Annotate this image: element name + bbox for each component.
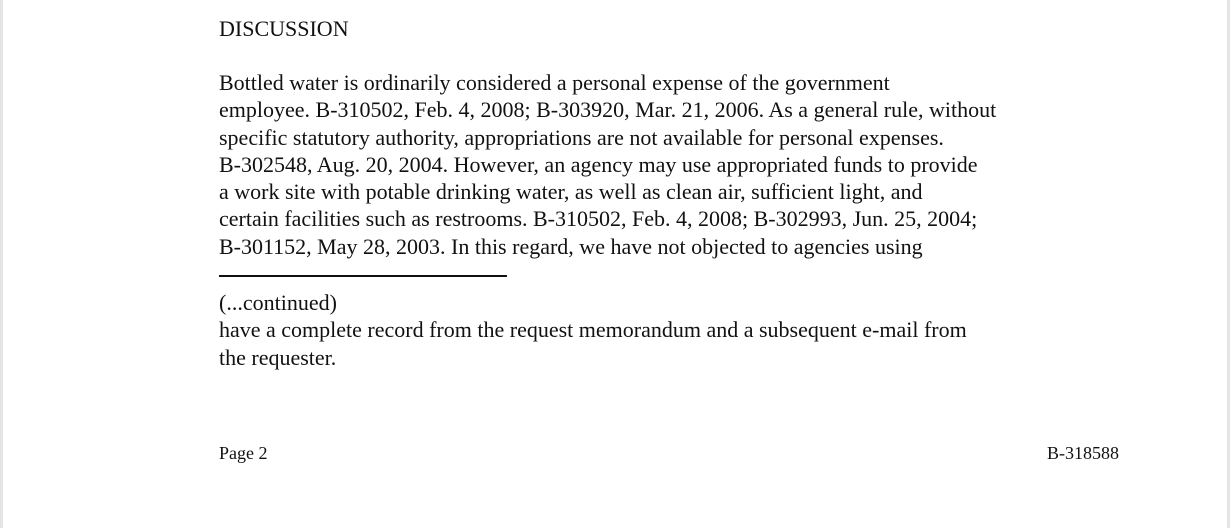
paragraph-line: specific statutory authority, appropriations are not available for personal expenses. bbox=[219, 124, 944, 150]
footnote-line: (...continued) bbox=[219, 290, 337, 315]
paragraph-line: B-301152, May 28, 2003. In this regard, we have not objected to agencies using bbox=[219, 233, 923, 259]
paragraph-line: certain facilities such as restrooms. B-310502, Feb. 4, 2008; B-302993, Jun. 25, 2004; bbox=[219, 206, 978, 232]
decision-number: B-318588 bbox=[1047, 443, 1119, 463]
body-paragraph bbox=[219, 69, 1139, 260]
paragraph-line: employee. B-310502, Feb. 4, 2008; B-303920, Mar. 21, 2006. As a general rule, without bbox=[219, 97, 997, 123]
footnote-separator bbox=[219, 275, 507, 277]
footnote-line: the requester. bbox=[219, 344, 337, 370]
paragraph-line: B-302548, Aug. 20, 2004. However, an agency may use appropriated funds to provide bbox=[219, 151, 978, 177]
footnote bbox=[219, 289, 1139, 371]
paragraph-line: a work site with potable drinking water, as well as clean air, sufficient light, and bbox=[219, 179, 923, 205]
paragraph-line: Bottled water is ordinarily considered a personal expense of the government bbox=[219, 70, 890, 95]
footnote-line: have a complete record from the request memorandum and a subsequent e-mail from bbox=[219, 317, 967, 343]
page-number: Page 2 bbox=[219, 443, 268, 463]
section-heading: DISCUSSION bbox=[219, 16, 349, 41]
page-edge-left bbox=[0, 0, 3, 528]
